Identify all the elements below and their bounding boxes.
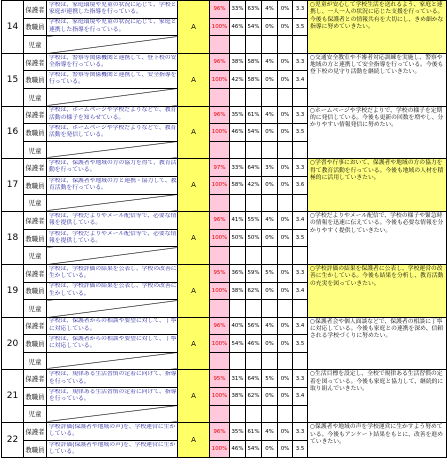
disagree-rate: 0% bbox=[262, 388, 278, 406]
affirmative-rate-empty bbox=[210, 141, 230, 159]
agree-rate: 42% bbox=[246, 176, 262, 194]
question-text bbox=[47, 53, 178, 71]
question-text bbox=[47, 18, 178, 36]
agree-rate: 54% bbox=[246, 124, 262, 142]
evaluation-grade: A bbox=[178, 423, 210, 458]
disagree-rate: 5% bbox=[262, 370, 278, 388]
respondent-label: 教職員 bbox=[24, 124, 47, 142]
strongly-agree-rate: 31% bbox=[230, 370, 246, 388]
not-applicable-cell bbox=[47, 141, 178, 159]
strongly-disagree-rate: 0% bbox=[278, 440, 293, 458]
question-text bbox=[47, 124, 178, 142]
respondent-label: 児童 bbox=[24, 247, 47, 265]
strongly-disagree-rate: 0% bbox=[278, 212, 293, 230]
agree-rate: 50% bbox=[246, 229, 262, 247]
item-number: 22 bbox=[2, 423, 24, 458]
average-score-empty bbox=[293, 141, 308, 159]
strongly-agree-rate: 33% bbox=[230, 1, 246, 19]
respondent-label: 児童 bbox=[24, 141, 47, 159]
average-score: 3.4 bbox=[293, 282, 308, 300]
item-number: 14 bbox=[2, 1, 24, 54]
respondent-label: 保護者 bbox=[24, 423, 47, 441]
strongly-agree-rate: 38% bbox=[230, 53, 246, 71]
question-text bbox=[47, 106, 178, 124]
average-score: 3.4 bbox=[293, 212, 308, 230]
strongly-agree-rate: 36% bbox=[230, 264, 246, 282]
affirmative-rate: 100% bbox=[210, 176, 230, 194]
agree-rate: 54% bbox=[246, 440, 262, 458]
affirmative-rate: 100% bbox=[210, 335, 230, 353]
average-score-empty bbox=[293, 194, 308, 212]
disagree-rate: 0% bbox=[262, 440, 278, 458]
disagree-rate: 0% bbox=[262, 124, 278, 142]
strongly-disagree-rate: 0% bbox=[278, 282, 293, 300]
strongly-disagree-rate: 0% bbox=[278, 176, 293, 194]
affirmative-rate-empty bbox=[210, 88, 230, 106]
evaluation-table bbox=[1, 0, 447, 458]
affirmative-rate: 96% bbox=[210, 53, 230, 71]
disagree-rate: 0% bbox=[262, 229, 278, 247]
respondent-label: 教職員 bbox=[24, 71, 47, 89]
strongly-agree-rate: 40% bbox=[230, 317, 246, 335]
strongly-agree-rate-empty bbox=[230, 88, 246, 106]
strongly-agree-rate: 42% bbox=[230, 71, 246, 89]
average-score: 3.4 bbox=[293, 388, 308, 406]
affirmative-rate: 100% bbox=[210, 388, 230, 406]
strongly-agree-rate: 41% bbox=[230, 212, 246, 230]
table-row bbox=[2, 1, 447, 19]
strongly-disagree-rate-empty bbox=[278, 194, 293, 212]
question-text-content: 学校は、ホームページや学校だよりなどで、教育活動を発信している。 bbox=[49, 124, 177, 139]
affirmative-rate: 100% bbox=[210, 71, 230, 89]
strongly-disagree-rate-empty bbox=[278, 141, 293, 159]
item-number: 18 bbox=[2, 212, 24, 265]
respondent-label: 教職員 bbox=[24, 18, 47, 36]
not-applicable-cell bbox=[47, 352, 178, 370]
agree-rate: 54% bbox=[246, 18, 262, 36]
question-text bbox=[47, 317, 178, 335]
strongly-disagree-rate-empty bbox=[278, 36, 293, 54]
question-text-content: 学校評価(保護者や地域の声)を、学校運営に生かしている。 bbox=[49, 424, 176, 438]
strongly-disagree-rate: 0% bbox=[278, 106, 293, 124]
affirmative-rate: 100% bbox=[210, 282, 230, 300]
strongly-agree-rate-empty bbox=[230, 405, 246, 423]
question-text-content: 学校は、規律ある生活習慣の定着に向けて、指導を行っている。 bbox=[49, 371, 177, 385]
respondent-label: 教職員 bbox=[24, 176, 47, 194]
affirmative-rate: 96% bbox=[210, 317, 230, 335]
not-applicable-cell bbox=[47, 300, 178, 318]
respondent-label: 児童 bbox=[24, 352, 47, 370]
affirmative-rate-empty bbox=[210, 194, 230, 212]
respondent-label: 児童 bbox=[24, 88, 47, 106]
disagree-rate: 0% bbox=[262, 176, 278, 194]
strongly-agree-rate: 46% bbox=[230, 124, 246, 142]
respondent-label: 保護者 bbox=[24, 1, 47, 19]
comment-text bbox=[308, 159, 447, 212]
strongly-agree-rate: 58% bbox=[230, 176, 246, 194]
average-score: 3.3 bbox=[293, 1, 308, 19]
affirmative-rate: 96% bbox=[210, 106, 230, 124]
average-score: 3.4 bbox=[293, 71, 308, 89]
strongly-disagree-rate-empty bbox=[278, 405, 293, 423]
agree-rate: 62% bbox=[246, 388, 262, 406]
table-row bbox=[2, 106, 447, 124]
table-row bbox=[2, 212, 447, 230]
average-score-empty bbox=[293, 300, 308, 318]
agree-rate-empty bbox=[246, 88, 262, 106]
affirmative-rate-empty bbox=[210, 247, 230, 265]
agree-rate: 58% bbox=[246, 53, 262, 71]
affirmative-rate-empty bbox=[210, 405, 230, 423]
respondent-label: 保護者 bbox=[24, 264, 47, 282]
agree-rate: 61% bbox=[246, 106, 262, 124]
question-text bbox=[47, 159, 178, 177]
respondent-label: 教職員 bbox=[24, 335, 47, 353]
respondent-label: 保護者 bbox=[24, 159, 47, 177]
disagree-rate-empty bbox=[262, 88, 278, 106]
table-row bbox=[2, 53, 447, 71]
evaluation-grade: A bbox=[178, 1, 210, 54]
question-text-content: 学校は、学校評価の結果を公表し、学校の改善に生かしている。 bbox=[49, 265, 177, 279]
item-number: 20 bbox=[2, 317, 24, 370]
question-text-content: 学校は、保護者や地域の方と連携・協力して、教育活動を行っている。 bbox=[49, 177, 177, 192]
strongly-disagree-rate: 0% bbox=[278, 1, 293, 19]
respondent-label: 教職員 bbox=[24, 440, 47, 458]
item-number: 19 bbox=[2, 264, 24, 317]
agree-rate: 64% bbox=[246, 370, 262, 388]
affirmative-rate: 100% bbox=[210, 229, 230, 247]
respondent-label: 教職員 bbox=[24, 388, 47, 406]
question-text bbox=[47, 370, 178, 388]
strongly-agree-rate: 38% bbox=[230, 282, 246, 300]
not-applicable-cell bbox=[47, 194, 178, 212]
question-text bbox=[47, 335, 178, 353]
average-score: 3.3 bbox=[293, 264, 308, 282]
comment-text-content: ○ホームページや学校だよりで、学校の様子を定期的に発信している。今後も更新の回数を増やし、分かりやすい情報発信に努めたい。 bbox=[310, 107, 444, 129]
item-number: 21 bbox=[2, 370, 24, 423]
agree-rate: 64% bbox=[246, 159, 262, 177]
affirmative-rate-empty bbox=[210, 352, 230, 370]
affirmative-rate: 100% bbox=[210, 124, 230, 142]
comment-text bbox=[308, 212, 447, 265]
question-text bbox=[47, 229, 178, 247]
question-text bbox=[47, 423, 178, 441]
strongly-agree-rate: 35% bbox=[230, 106, 246, 124]
agree-rate-empty bbox=[246, 141, 262, 159]
average-score-empty bbox=[293, 352, 308, 370]
question-text bbox=[47, 212, 178, 230]
strongly-disagree-rate: 0% bbox=[278, 423, 293, 441]
disagree-rate-empty bbox=[262, 194, 278, 212]
average-score: 3.5 bbox=[293, 124, 308, 142]
respondent-label: 保護者 bbox=[24, 212, 47, 230]
strongly-disagree-rate-empty bbox=[278, 352, 293, 370]
average-score: 3.3 bbox=[293, 53, 308, 71]
question-text-content: 学校は、家庭環境や児童の状況に応じて、家庭と連携した指導を行っている。 bbox=[49, 19, 177, 33]
comment-text-content: ○生活目標を設定し、全校で規律ある生活習慣の定着を図っている。今後も家庭と協力して、継続的に取り組んでいきたい。 bbox=[310, 371, 444, 393]
agree-rate: 62% bbox=[246, 282, 262, 300]
item-number: 17 bbox=[2, 159, 24, 212]
respondent-label: 児童 bbox=[24, 405, 47, 423]
question-text-content: 学校評価(保護者や地域の声)を、学校運営に生かしている。 bbox=[49, 441, 176, 455]
average-score: 3.4 bbox=[293, 317, 308, 335]
question-text-content: 学校は、家庭環境や児童の状況に応じて、学校と家庭が連携した指導を行っている。 bbox=[49, 1, 177, 16]
affirmative-rate: 95% bbox=[210, 264, 230, 282]
disagree-rate: 0% bbox=[262, 335, 278, 353]
respondent-label: 保護者 bbox=[24, 53, 47, 71]
strongly-agree-rate: 46% bbox=[230, 18, 246, 36]
table-row bbox=[2, 264, 447, 282]
agree-rate-empty bbox=[246, 36, 262, 54]
comment-text bbox=[308, 370, 447, 423]
comment-text-content: ○保護者会や個人面談などで、保護者の相談に丁寧に対応している。今後も家庭との連携を深め、信頼される学校づくりに努めたい。 bbox=[310, 318, 444, 340]
question-text bbox=[47, 440, 178, 458]
agree-rate: 55% bbox=[246, 212, 262, 230]
evaluation-grade: A bbox=[178, 317, 210, 370]
agree-rate-empty bbox=[246, 247, 262, 265]
strongly-disagree-rate: 0% bbox=[278, 159, 293, 177]
question-text bbox=[47, 388, 178, 406]
strongly-disagree-rate-empty bbox=[278, 300, 293, 318]
average-score-empty bbox=[293, 247, 308, 265]
comment-text-content: ○交通安全教室や不審者対応訓練を実施し、警察や地域の方と連携して安全指導を行っている。今後も登下校の見守り活動を継続していきたい。 bbox=[310, 54, 444, 76]
respondent-label: 保護者 bbox=[24, 106, 47, 124]
respondent-label: 教職員 bbox=[24, 282, 47, 300]
affirmative-rate-empty bbox=[210, 300, 230, 318]
average-score: 3.5 bbox=[293, 18, 308, 36]
strongly-disagree-rate: 0% bbox=[278, 229, 293, 247]
evaluation-grade: A bbox=[178, 264, 210, 317]
strongly-agree-rate: 46% bbox=[230, 440, 246, 458]
table-row bbox=[2, 423, 447, 441]
disagree-rate-empty bbox=[262, 352, 278, 370]
disagree-rate-empty bbox=[262, 405, 278, 423]
strongly-agree-rate-empty bbox=[230, 300, 246, 318]
question-text-content: 学校は、警察等関係機関と連携して、安全指導を行っている。 bbox=[49, 72, 177, 86]
strongly-agree-rate: 35% bbox=[230, 423, 246, 441]
question-text-content: 学校は、ホームページや学校だよりなどで、教育活動の様子を知らせている。 bbox=[49, 107, 177, 121]
affirmative-rate: 96% bbox=[210, 212, 230, 230]
evaluation-grade: A bbox=[178, 212, 210, 265]
affirmative-rate-empty bbox=[210, 36, 230, 54]
table-row bbox=[2, 317, 447, 335]
comment-text bbox=[308, 264, 447, 317]
comment-text bbox=[308, 1, 447, 54]
strongly-disagree-rate: 0% bbox=[278, 335, 293, 353]
evaluation-grade: A bbox=[178, 53, 210, 106]
strongly-agree-rate: 54% bbox=[230, 335, 246, 353]
disagree-rate-empty bbox=[262, 300, 278, 318]
not-applicable-cell bbox=[47, 247, 178, 265]
question-text bbox=[47, 71, 178, 89]
disagree-rate: 0% bbox=[262, 71, 278, 89]
average-score: 3.3 bbox=[293, 423, 308, 441]
strongly-disagree-rate: 0% bbox=[278, 264, 293, 282]
respondent-label: 保護者 bbox=[24, 370, 47, 388]
strongly-disagree-rate: 0% bbox=[278, 124, 293, 142]
affirmative-rate: 96% bbox=[210, 1, 230, 19]
agree-rate: 56% bbox=[246, 317, 262, 335]
disagree-rate-empty bbox=[262, 141, 278, 159]
question-text bbox=[47, 176, 178, 194]
comment-text bbox=[308, 53, 447, 106]
strongly-disagree-rate: 0% bbox=[278, 53, 293, 71]
agree-rate: 61% bbox=[246, 423, 262, 441]
not-applicable-cell bbox=[47, 88, 178, 106]
question-text bbox=[47, 1, 178, 19]
question-text-content: 学校は、保護者からの相談や要望に対して、丁寧に対応している。 bbox=[49, 318, 177, 332]
agree-rate: 46% bbox=[246, 335, 262, 353]
strongly-agree-rate-empty bbox=[230, 36, 246, 54]
comment-text-content: ○学校だよりやメール配信で、学校の様子や緊急時の情報を迅速に伝えている。今後も必要な情報を分かりやすく提供していきたい。 bbox=[310, 213, 444, 234]
comment-text-content: ○保護者や地域の声を学校運営に生かすよう努めている。今後もアンケート結果をもとに、改善を進めていきたい。 bbox=[310, 424, 443, 445]
table-row bbox=[2, 370, 447, 388]
average-score: 3.3 bbox=[293, 159, 308, 177]
disagree-rate-empty bbox=[262, 247, 278, 265]
strongly-agree-rate-empty bbox=[230, 352, 246, 370]
agree-rate-empty bbox=[246, 405, 262, 423]
strongly-disagree-rate: 0% bbox=[278, 18, 293, 36]
respondent-label: 教職員 bbox=[24, 229, 47, 247]
disagree-rate: 0% bbox=[262, 18, 278, 36]
agree-rate-empty bbox=[246, 300, 262, 318]
table-row bbox=[2, 159, 447, 177]
average-score: 3.5 bbox=[293, 440, 308, 458]
question-text-content: 学校は、保護者からの相談や要望に対して、丁寧に対応している。 bbox=[49, 336, 177, 350]
respondent-label: 児童 bbox=[24, 300, 47, 318]
agree-rate: 59% bbox=[246, 264, 262, 282]
disagree-rate: 5% bbox=[262, 264, 278, 282]
item-number: 15 bbox=[2, 53, 24, 106]
affirmative-rate: 97% bbox=[210, 159, 230, 177]
question-text-content: 学校は、学校評価の結果を公表し、学校の改善に生かしている。 bbox=[49, 283, 177, 297]
disagree-rate: 4% bbox=[262, 1, 278, 19]
not-applicable-cell bbox=[47, 405, 178, 423]
average-score-empty bbox=[293, 88, 308, 106]
strongly-disagree-rate: 0% bbox=[278, 317, 293, 335]
not-applicable-cell bbox=[47, 36, 178, 54]
disagree-rate: 0% bbox=[262, 282, 278, 300]
disagree-rate: 4% bbox=[262, 53, 278, 71]
average-score: 3.3 bbox=[293, 370, 308, 388]
strongly-disagree-rate-empty bbox=[278, 88, 293, 106]
average-score: 3.6 bbox=[293, 176, 308, 194]
disagree-rate: 3% bbox=[262, 159, 278, 177]
respondent-label: 児童 bbox=[24, 194, 47, 212]
comment-text bbox=[308, 106, 447, 159]
strongly-agree-rate-empty bbox=[230, 141, 246, 159]
comment-text-content: ○学校評価の結果を保護者に公表し、学校運営の改善に生かしている。今後も結果を分析し、教育活動の充実を図っていきたい。 bbox=[310, 265, 444, 287]
strongly-agree-rate: 38% bbox=[230, 388, 246, 406]
disagree-rate: 4% bbox=[262, 212, 278, 230]
evaluation-grade: A bbox=[178, 106, 210, 159]
question-text-content: 学校は、警察等関係機関と連携して、登下校の安全指導を行っている。 bbox=[49, 54, 177, 68]
average-score: 3.5 bbox=[293, 335, 308, 353]
strongly-disagree-rate: 0% bbox=[278, 71, 293, 89]
strongly-agree-rate: 50% bbox=[230, 229, 246, 247]
agree-rate: 63% bbox=[246, 1, 262, 19]
comment-text bbox=[308, 317, 447, 370]
item-number: 16 bbox=[2, 106, 24, 159]
average-score: 3.5 bbox=[293, 229, 308, 247]
average-score: 3.3 bbox=[293, 106, 308, 124]
question-text-content: 学校は、学校だよりやメール配信等で、必要な情報を提供している。 bbox=[49, 230, 177, 244]
comment-text-content: ○児童が安心して学校生活を送れるよう、家庭と連携し、一人一人の状況に応じた支援を行っている。今後も保護者との情報共有を大切にし、きめ細かな指導に努めていきたい。 bbox=[310, 2, 444, 30]
evaluation-table-body bbox=[2, 1, 447, 458]
question-text bbox=[47, 264, 178, 282]
question-text-content: 学校は、保護者や地域の方の協力を得て、教育活動を行っている。 bbox=[49, 160, 177, 174]
agree-rate: 58% bbox=[246, 71, 262, 89]
affirmative-rate: 100% bbox=[210, 18, 230, 36]
respondent-label: 保護者 bbox=[24, 317, 47, 335]
comment-text bbox=[308, 423, 447, 458]
strongly-agree-rate: 33% bbox=[230, 159, 246, 177]
disagree-rate: 4% bbox=[262, 106, 278, 124]
average-score-empty bbox=[293, 36, 308, 54]
disagree-rate-empty bbox=[262, 36, 278, 54]
average-score-empty bbox=[293, 405, 308, 423]
evaluation-grade: A bbox=[178, 159, 210, 212]
respondent-label: 児童 bbox=[24, 36, 47, 54]
strongly-disagree-rate-empty bbox=[278, 247, 293, 265]
question-text-content: 学校は、規律ある生活習慣の定着に向けて、指導を行っている。 bbox=[49, 388, 177, 403]
comment-text-content: ○学習や行事において、保護者や地域の方の協力を得て教育活動を行っている。今後も地域の人材を積極的に活用していきたい。 bbox=[310, 160, 444, 181]
question-text bbox=[47, 282, 178, 300]
question-text-content: 学校は、学校だよりやメール配信等で、必要な情報を提供している。 bbox=[49, 212, 177, 227]
evaluation-grade: A bbox=[178, 370, 210, 423]
agree-rate-empty bbox=[246, 194, 262, 212]
disagree-rate: 4% bbox=[262, 317, 278, 335]
affirmative-rate: 95% bbox=[210, 370, 230, 388]
agree-rate-empty bbox=[246, 352, 262, 370]
affirmative-rate: 96% bbox=[210, 423, 230, 441]
strongly-disagree-rate: 0% bbox=[278, 388, 293, 406]
affirmative-rate: 100% bbox=[210, 440, 230, 458]
strongly-disagree-rate: 0% bbox=[278, 370, 293, 388]
strongly-agree-rate-empty bbox=[230, 194, 246, 212]
disagree-rate: 4% bbox=[262, 423, 278, 441]
strongly-agree-rate-empty bbox=[230, 247, 246, 265]
